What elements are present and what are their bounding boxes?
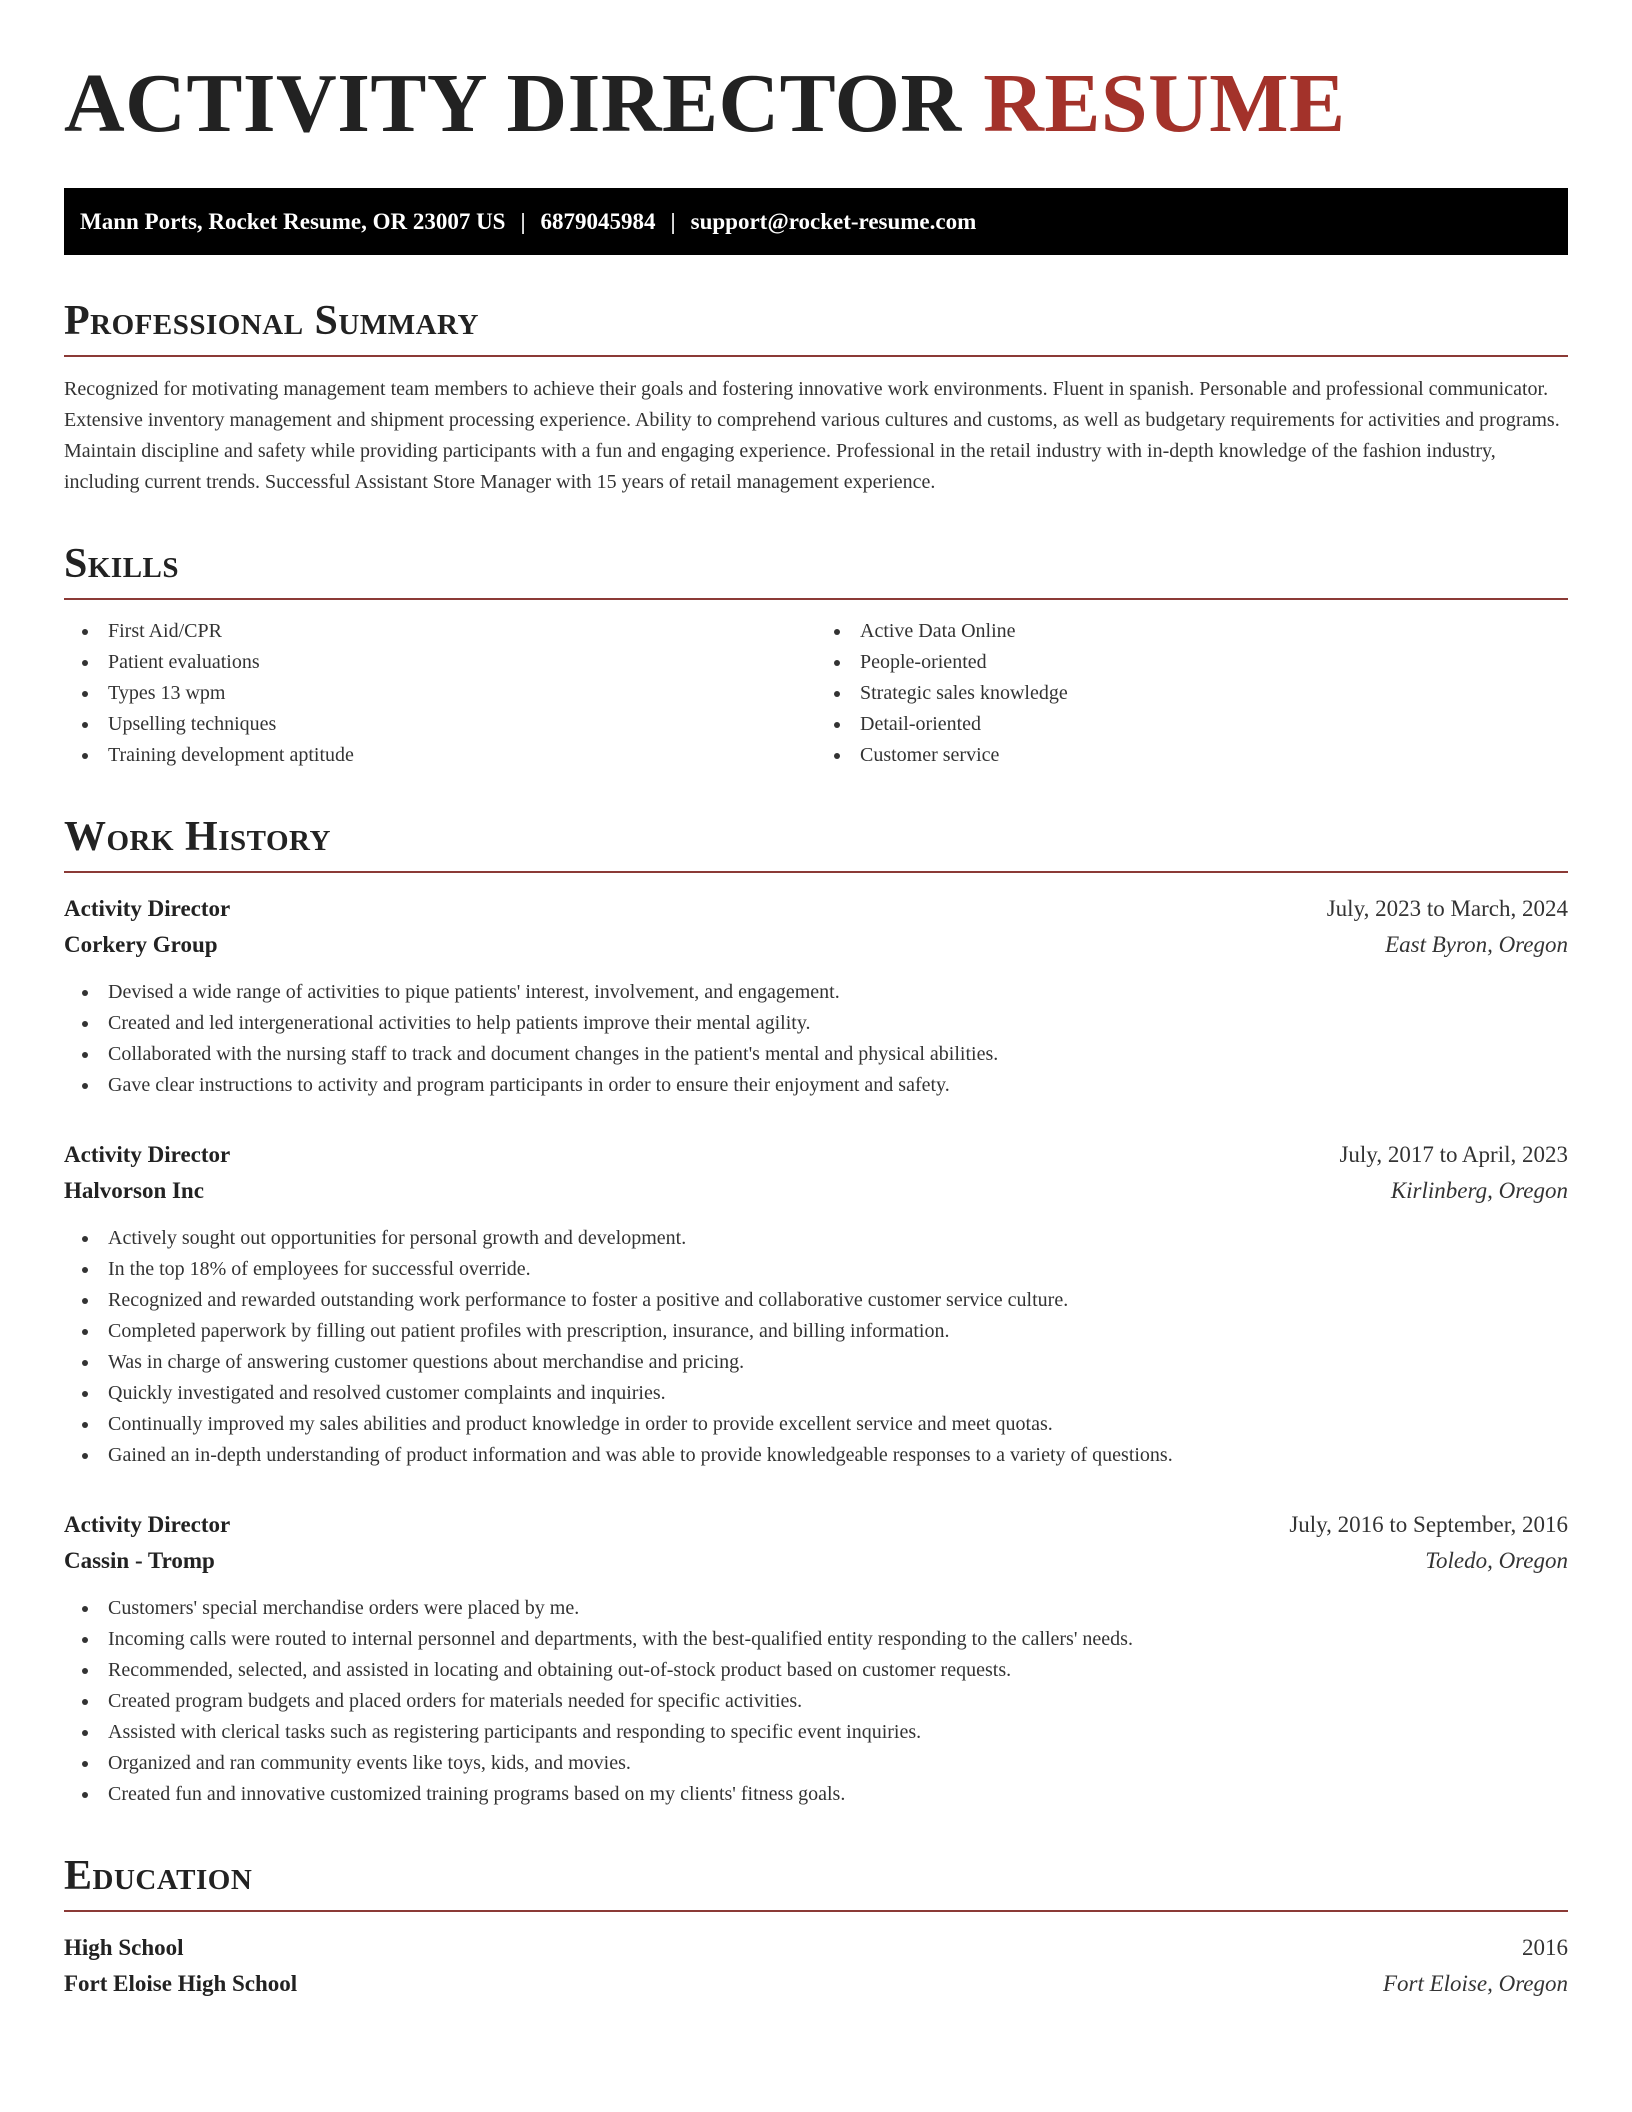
job-title: Activity Director (64, 1512, 231, 1537)
contact-email[interactable]: support@rocket-resume.com (690, 208, 977, 234)
skill-item: Detail-oriented (816, 709, 1568, 740)
job-bullet: Continually improved my sales abilities and product knowledge in order to provide excellent service and meet quotas. (64, 1409, 1568, 1440)
job-dates: July, 2016 to September, 2016 (1289, 1512, 1568, 1537)
job-bullets (64, 1593, 1568, 1810)
summary-text: Recognized for motivating management team members to achieve their goals and fostering innovative work environments. Fluent in spanish. Personable and professional communicator. Extensive inventory management and shipment processing experience. Ability to comprehend various cultures and customs, as well as budgetary requirements for activities and programs. Maintain discipline and safety while providing participants with a fun and engaging experience. Professional in the retail industry with in-depth knowledge of the fashion industry, including current trends. Successful Assistant Store Manager with 15 years of retail management experience. (64, 378, 1560, 493)
education-degree: High School (64, 1935, 184, 1960)
job-entry (64, 891, 1568, 1101)
skill-item: Patient evaluations (64, 647, 816, 678)
contact-bar (64, 188, 1568, 255)
contact-address: Mann Ports, Rocket Resume, OR 23007 US (80, 208, 506, 234)
job-bullet: Incoming calls were routed to internal personnel and departments, with the best-qualified entity responding to the callers' needs. (64, 1624, 1568, 1655)
job-bullet: Gained an in-depth understanding of product information and was able to provide knowledgeable responses to a variety of questions. (64, 1440, 1568, 1471)
skill-item: Types 13 wpm (64, 678, 816, 709)
skills-grid (64, 616, 1568, 771)
job-company-row (64, 1173, 1568, 1209)
skill-item: Training development aptitude (64, 740, 816, 771)
job-bullet: Recommended, selected, and assisted in locating and obtaining out-of-stock product based on customer requests. (64, 1655, 1568, 1686)
skill-item: Upselling techniques (64, 709, 816, 740)
education-entry (64, 1930, 1568, 2002)
skill-item: Strategic sales knowledge (816, 678, 1568, 709)
job-entry (64, 1507, 1568, 1810)
education-school-row (64, 1966, 1568, 2002)
job-bullet: Quickly investigated and resolved customer complaints and inquiries. (64, 1378, 1568, 1409)
job-bullet: Customers' special merchandise orders were placed by me. (64, 1593, 1568, 1624)
job-bullet: Created fun and innovative customized training programs based on my clients' fitness goals. (64, 1779, 1568, 1810)
summary-section (64, 297, 1568, 498)
contact-separator: | (670, 208, 676, 234)
contact-separator: | (520, 208, 526, 234)
job-bullet: Created program budgets and placed orders for materials needed for specific activities. (64, 1686, 1568, 1717)
job-header-row (64, 1507, 1568, 1543)
job-company-row (64, 1543, 1568, 1579)
job-bullet: Organized and ran community events like toys, kids, and movies. (64, 1748, 1568, 1779)
skill-item: First Aid/CPR (64, 616, 816, 647)
job-company: Halvorson Inc (64, 1178, 204, 1203)
skills-list-right (816, 616, 1568, 771)
job-company-row (64, 927, 1568, 963)
job-bullet: Was in charge of answering customer questions about merchandise and pricing. (64, 1347, 1568, 1378)
job-bullet: Devised a wide range of activities to pique patients' interest, involvement, and engagement. (64, 977, 1568, 1008)
job-bullet: Created and led intergenerational activities to help patients improve their mental agility. (64, 1008, 1568, 1039)
title-accent: RESUME (983, 57, 1346, 150)
job-title: Activity Director (64, 896, 231, 921)
education-school: Fort Eloise High School (64, 1971, 298, 1996)
job-location: Toledo, Oregon (1425, 1548, 1568, 1573)
job-header-row (64, 1137, 1568, 1173)
job-bullet: Recognized and rewarded outstanding work performance to foster a positive and collaborative customer service culture. (64, 1285, 1568, 1316)
job-bullet: Assisted with clerical tasks such as registering participants and responding to specific event inquiries. (64, 1717, 1568, 1748)
skills-section (64, 540, 1568, 771)
work-history-heading: Work History (64, 813, 1568, 873)
job-bullet: In the top 18% of employees for successful override. (64, 1254, 1568, 1285)
contact-phone: 6879045984 (540, 208, 656, 234)
job-dates: July, 2017 to April, 2023 (1339, 1142, 1568, 1167)
skill-item: People-oriented (816, 647, 1568, 678)
education-header-row (64, 1930, 1568, 1966)
resume-title (64, 56, 1568, 152)
job-bullet: Collaborated with the nursing staff to track and document changes in the patient's mental and physical abilities. (64, 1039, 1568, 1070)
summary-heading: Professional Summary (64, 297, 1568, 357)
job-bullet: Completed paperwork by filling out patient profiles with prescription, insurance, and billing information. (64, 1316, 1568, 1347)
education-year: 2016 (1522, 1935, 1568, 1960)
job-bullets (64, 977, 1568, 1101)
skill-item: Customer service (816, 740, 1568, 771)
education-section (64, 1852, 1568, 2002)
job-title: Activity Director (64, 1142, 231, 1167)
skills-list-left (64, 616, 816, 771)
job-header-row (64, 891, 1568, 927)
skills-heading: Skills (64, 540, 1568, 600)
education-location: Fort Eloise, Oregon (1382, 1971, 1568, 1996)
job-bullets (64, 1223, 1568, 1471)
job-dates: July, 2023 to March, 2024 (1326, 896, 1568, 921)
job-company: Corkery Group (64, 932, 218, 957)
title-main: ACTIVITY DIRECTOR (64, 57, 962, 150)
job-bullet: Gave clear instructions to activity and program participants in order to ensure their enjoyment and safety. (64, 1070, 1568, 1101)
job-entry (64, 1137, 1568, 1471)
skill-item: Active Data Online (816, 616, 1568, 647)
job-location: Kirlinberg, Oregon (1390, 1178, 1568, 1203)
job-bullet: Actively sought out opportunities for personal growth and development. (64, 1223, 1568, 1254)
job-location: East Byron, Oregon (1385, 932, 1568, 957)
work-history-section (64, 813, 1568, 1810)
job-company: Cassin - Tromp (64, 1548, 215, 1573)
education-heading: Education (64, 1852, 1568, 1912)
